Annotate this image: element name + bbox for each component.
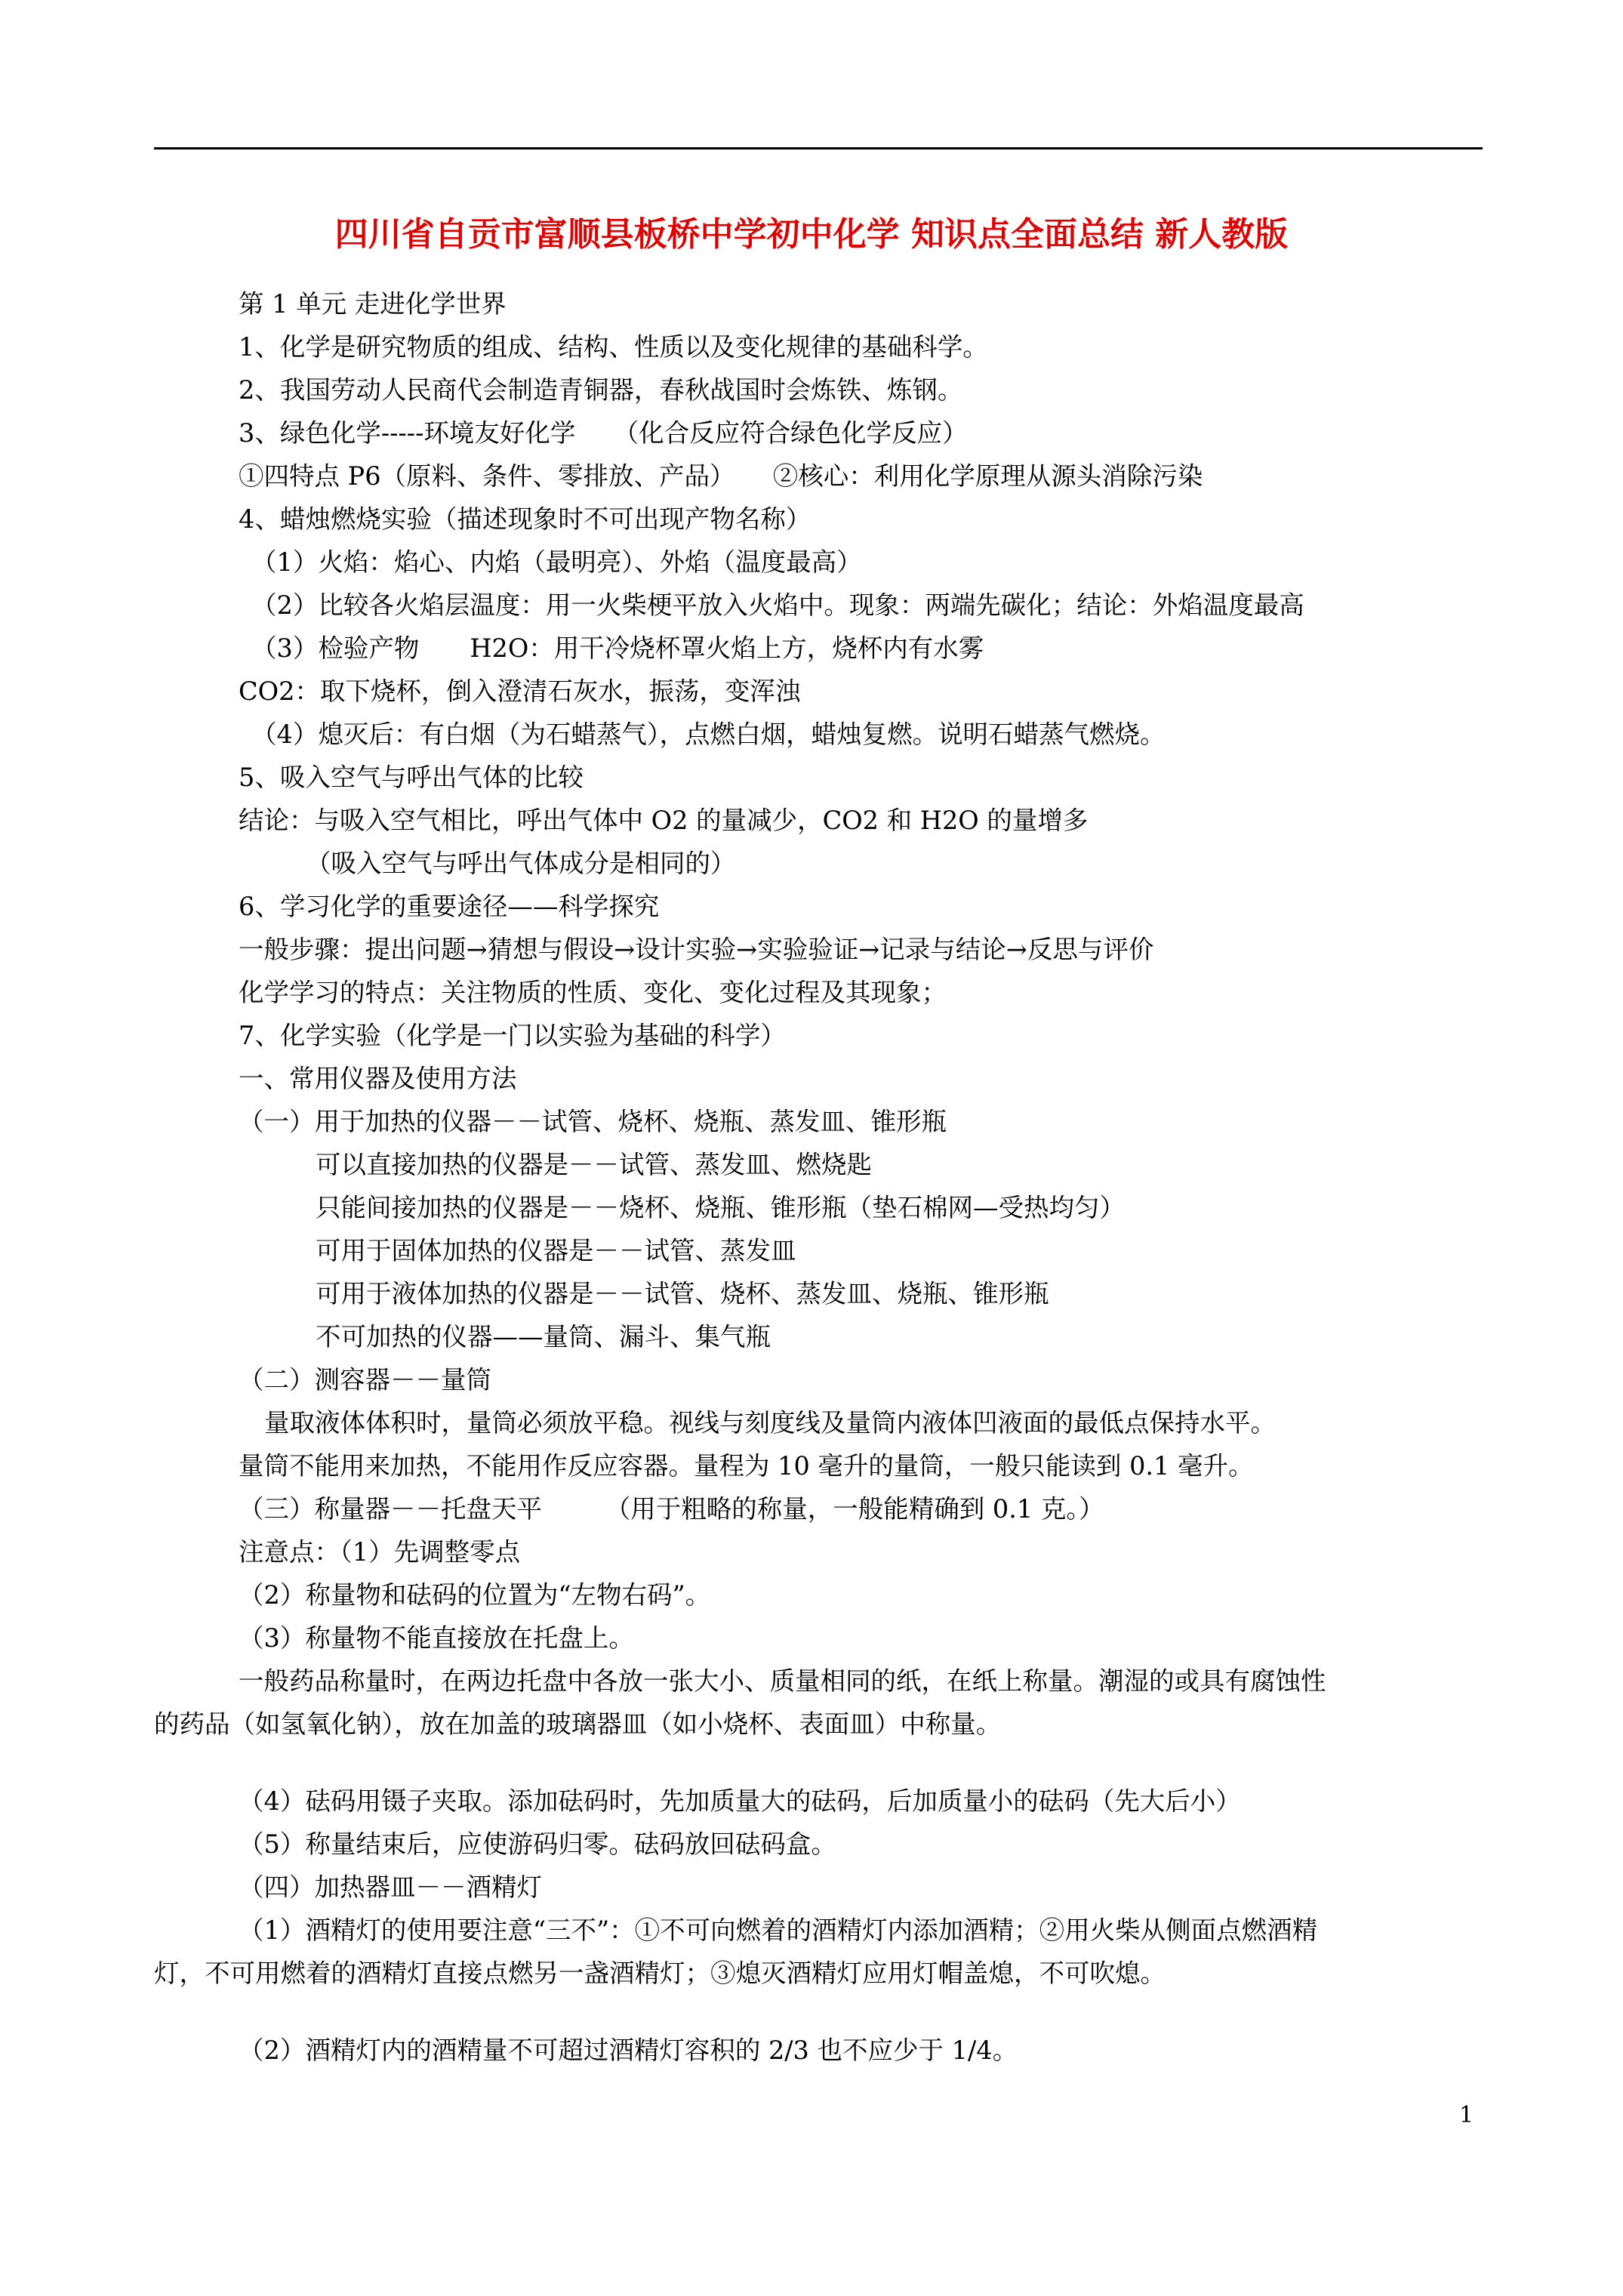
- text-line: 可用于固体加热的仪器是－－试管、蒸发皿: [316, 1236, 796, 1265]
- document-title: 四川省自贡市富顺县板桥中学初中化学 知识点全面总结 新人教版: [334, 215, 1289, 254]
- text-line: 化学学习的特点：关注物质的性质、变化、变化过程及其现象；: [239, 978, 947, 1007]
- section-heading: 一、常用仪器及使用方法: [239, 1064, 517, 1093]
- text-line: （4）砝码用镊子夹取。添加砝码时，先加质量大的砝码，后加质量小的砝码（先大后小）: [239, 1786, 1241, 1816]
- text-line: （1）酒精灯的使用要注意“三不”：①不可向燃着的酒精灯内添加酒精；②用火柴从侧面点燃酒精: [239, 1915, 1318, 1945]
- text-line: （3）检验产物 H2O：用干冷烧杯罩火焰上方，烧杯内有水雾: [251, 633, 984, 663]
- text-line: （二）测容器－－量筒: [239, 1365, 491, 1395]
- text-line: （5）称量结束后，应使游码归零。砝码放回砝码盒。: [239, 1829, 836, 1859]
- text-line: 6、学习化学的重要途径——科学探究: [239, 892, 660, 921]
- text-line: 可以直接加热的仪器是－－试管、蒸发皿、燃烧匙: [316, 1150, 872, 1179]
- text-line: 一般步骤：提出问题→猜想与假设→设计实验→实验验证→记录与结论→反思与评价: [239, 935, 1154, 964]
- text-line: 1、化学是研究物质的组成、结构、性质以及变化规律的基础科学。: [239, 332, 988, 362]
- text-line: （4）熄灭后：有白烟（为石蜡蒸气），点燃白烟，蜡烛复燃。说明石蜡蒸气燃烧。: [251, 720, 1166, 749]
- text-line: 2、我国劳动人民商代会制造青铜器，春秋战国时会炼铁、炼钢。: [239, 375, 963, 405]
- text-line: （1）火焰：焰心、内焰（最明亮）、外焰（温度最高）: [251, 547, 862, 577]
- unit-heading: 第 1 单元 走进化学世界: [239, 289, 507, 319]
- header-rule: [154, 147, 1483, 149]
- text-line: 5、吸入空气与呼出气体的比较: [239, 763, 584, 792]
- text-line: 4、蜡烛燃烧实验（描述现象时不可出现产物名称）: [239, 504, 812, 534]
- text-line: （一）用于加热的仪器－－试管、烧杯、烧瓶、蒸发皿、锥形瓶: [239, 1107, 947, 1136]
- text-line: 结论：与吸入空气相比，呼出气体中 O2 的量减少，CO2 和 H2O 的量增多: [239, 806, 1089, 835]
- text-line: 灯，不可用燃着的酒精灯直接点燃另一盏酒精灯；③熄灭酒精灯应用灯帽盖熄，不可吹熄。: [154, 1959, 1166, 1988]
- text-line: 量筒不能用来加热，不能用作反应容器。量程为 10 毫升的量筒，一般只能读到 0.1 毫升。: [239, 1451, 1254, 1481]
- text-line: （2）酒精灯内的酒精量不可超过酒精灯容积的 2/3 也不应少于 1/4。: [239, 2036, 1018, 2065]
- text-line: （四）加热器皿－－酒精灯: [239, 1872, 542, 1902]
- text-line: 3、绿色化学-----环境友好化学 （化合反应符合绿色化学反应）: [239, 418, 968, 448]
- text-line: 可用于液体加热的仪器是－－试管、烧杯、蒸发皿、烧瓶、锥形瓶: [316, 1279, 1049, 1308]
- text-line: 量取液体体积时，量筒必须放平稳。视线与刻度线及量筒内液体凹液面的最低点保持水平。: [264, 1408, 1276, 1438]
- text-line: ①四特点 P6（原料、条件、零排放、产品） ②核心：利用化学原理从源头消除污染: [239, 461, 1203, 491]
- text-line: CO2：取下烧杯，倒入澄清石灰水，振荡，变浑浊: [239, 676, 801, 706]
- text-line: 不可加热的仪器——量筒、漏斗、集气瓶: [316, 1322, 771, 1351]
- text-line: （2）比较各火焰层温度：用一火柴梗平放入火焰中。现象：两端先碳化；结论：外焰温度最高: [251, 590, 1304, 620]
- text-line: 7、化学实验（化学是一门以实验为基础的科学）: [239, 1021, 786, 1050]
- text-line: （3）称量物不能直接放在托盘上。: [239, 1623, 634, 1653]
- text-line: 的药品（如氢氧化钠），放在加盖的玻璃器皿（如小烧杯、表面皿）中称量。: [154, 1709, 1002, 1739]
- page-number: 1: [1459, 2102, 1474, 2128]
- text-line: 一般药品称量时，在两边托盘中各放一张大小、质量相同的纸，在纸上称量。潮湿的或具有腐蚀性: [239, 1666, 1326, 1696]
- text-line: 注意点：（1）先调整零点: [239, 1537, 521, 1567]
- text-line: 只能间接加热的仪器是－－烧杯、烧瓶、锥形瓶（垫石棉网—受热均匀）: [316, 1193, 1125, 1222]
- text-line: （三）称量器－－托盘天平 （用于粗略的称量，一般能精确到 0.1 克。）: [239, 1494, 1104, 1524]
- text-line: （2）称量物和砝码的位置为“左物右码”。: [239, 1580, 711, 1610]
- text-line: （吸入空气与呼出气体成分是相同的）: [306, 849, 736, 878]
